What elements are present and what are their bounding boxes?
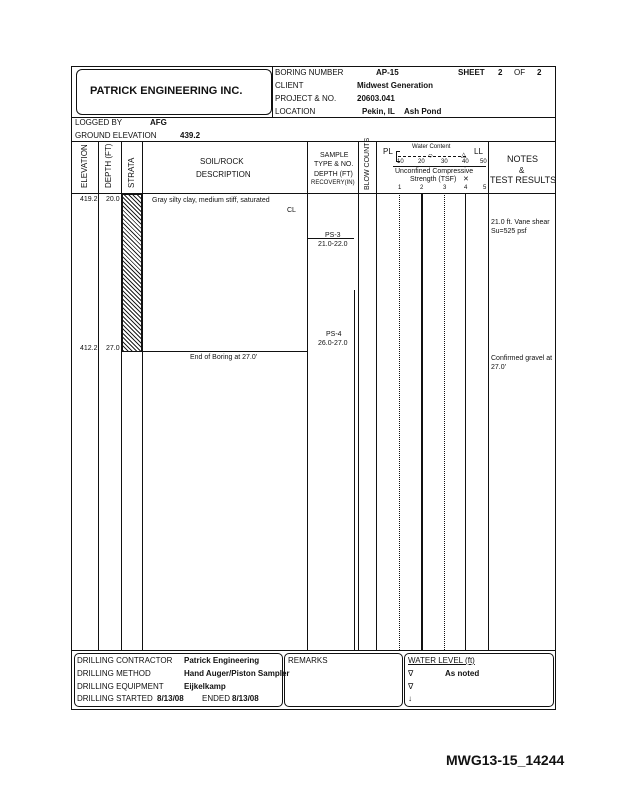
graph-gridline	[465, 193, 466, 650]
col-water-content: Water Content	[412, 144, 451, 150]
boring-number: AP-15	[376, 68, 399, 77]
contractor-label: DRILLING CONTRACTOR	[77, 656, 173, 665]
sheet-of: OF	[514, 68, 526, 77]
col-line	[358, 141, 359, 650]
ended-value: 8/13/08	[232, 694, 259, 703]
location-city: Pekin, IL	[362, 107, 395, 116]
started-value: 8/13/08	[157, 694, 184, 703]
bottom-elevation: 412.2	[80, 345, 98, 352]
uscs-code: CL	[287, 207, 296, 214]
water-level-value: As noted	[445, 669, 480, 678]
top-elevation: 419.2	[80, 196, 98, 203]
col-depth: DEPTH (FT)	[104, 143, 113, 188]
col-elevation: ELEVATION	[80, 144, 89, 188]
client-value: Midwest Generation	[357, 81, 434, 90]
col-line	[142, 141, 143, 650]
col-notes-line3: TEST RESULTS	[490, 175, 557, 185]
contractor-value: Patrick Engineering	[184, 656, 260, 665]
wc-tick: 50	[480, 159, 487, 165]
col-soil-line2: DESCRIPTION	[196, 170, 251, 179]
ucs-tick: 3	[443, 185, 447, 191]
col-sample-line3: DEPTH (FT)	[314, 171, 353, 178]
col-strata: STRATA	[127, 157, 136, 188]
end-of-boring-text: End of Boring at 27.0'	[190, 354, 258, 361]
ucs-tick: 1	[398, 185, 402, 191]
end-of-boring-line	[121, 351, 308, 352]
column-header-bottom-rule	[71, 193, 555, 194]
ground-elevation-value: 439.2	[180, 131, 201, 140]
water-level-label: WATER LEVEL (ft)	[408, 656, 475, 665]
graph-gridline	[399, 193, 400, 650]
water-symbol-icon: ∇	[408, 682, 414, 691]
sample-2-id: PS-4	[326, 331, 342, 338]
col-ucs-line2: Strength (TSF)	[410, 176, 457, 183]
logged-by-value: AFG	[150, 118, 167, 127]
note-2-line1: Confirmed gravel at	[491, 355, 553, 362]
graph-gridline	[421, 193, 423, 650]
col-blow-counts: BLOW COUNTS	[364, 137, 371, 190]
wc-tick: 40	[462, 159, 469, 165]
sample-inner-line	[354, 290, 355, 650]
note-1-line1: 21.0 ft. Vane shear	[491, 219, 550, 226]
col-sample-line4: RECOVERY(IN)	[311, 180, 355, 186]
footer-rule	[71, 650, 555, 651]
col-notes-line2: &	[519, 166, 525, 175]
top-depth: 20.0	[106, 196, 120, 203]
note-2-line2: 27.0'	[491, 364, 506, 371]
equipment-value: Eijkelkamp	[184, 682, 226, 691]
ucs-tick: 4	[464, 185, 468, 191]
ll-triangle: △	[461, 152, 467, 159]
location-site: Ash Pond	[404, 107, 442, 116]
col-notes-line1: NOTES	[507, 154, 539, 164]
ground-elevation-label: GROUND ELEVATION	[75, 131, 157, 140]
sample-1-depth: 21.0-22.0	[318, 241, 348, 248]
boring-number-label: BORING NUMBER	[275, 68, 344, 77]
method-value: Hand Auger/Piston Sampler	[184, 669, 290, 678]
wc-tick: 20	[418, 159, 425, 165]
sample-2-depth: 26.0-27.0	[318, 340, 348, 347]
col-line	[376, 141, 377, 650]
sample-1-id: PS-3	[325, 232, 341, 239]
strata-clay-pattern	[122, 194, 142, 352]
header-rule	[71, 117, 555, 118]
col-line	[488, 141, 489, 650]
method-label: DRILLING METHOD	[77, 669, 151, 678]
logged-by-label: LOGGED BY	[75, 118, 123, 127]
sheet-label: SHEET	[458, 68, 485, 77]
col-line	[307, 141, 308, 650]
soil-description: Gray silty clay, medium stiff, saturated	[152, 197, 270, 204]
ucs-x-marker: ✕	[463, 176, 469, 183]
sheet-total: 2	[537, 68, 542, 77]
bottom-depth: 27.0	[106, 345, 120, 352]
sample-1-underline	[308, 238, 354, 239]
water-symbol-icon: ∇	[408, 669, 414, 678]
water-content-circle: ○	[428, 151, 433, 160]
client-label: CLIENT	[275, 81, 304, 90]
wc-tick: 10	[397, 159, 404, 165]
equipment-label: DRILLING EQUIPMENT	[77, 682, 164, 691]
location-label: LOCATION	[275, 107, 316, 116]
col-ll: LL	[474, 147, 483, 156]
col-ucs-line1: Unconfined Compressive	[395, 168, 474, 175]
col-sample-line2: TYPE & NO.	[314, 161, 354, 168]
project-value: 20603.041	[357, 94, 395, 103]
graph-gridline	[444, 193, 445, 650]
col-pl: PL	[383, 147, 393, 156]
company-name: PATRICK ENGINEERING INC.	[90, 85, 243, 97]
col-soil-line1: SOIL/ROCK	[200, 157, 244, 166]
header-divider	[272, 66, 273, 118]
ended-label: ENDED	[202, 694, 231, 703]
ucs-tick: 5	[483, 185, 487, 191]
col-sample-line1: SAMPLE	[320, 152, 349, 159]
note-1-line2: Su=525 psf	[491, 228, 527, 235]
started-label: DRILLING STARTED	[77, 694, 153, 703]
ucs-tick: 2	[420, 185, 424, 191]
project-label: PROJECT & NO.	[275, 94, 337, 103]
water-symbol-icon: ↓	[408, 694, 412, 703]
remarks-label: REMARKS	[288, 656, 328, 665]
column-header-top-rule	[71, 141, 555, 142]
document-id: MWG13-15_14244	[446, 752, 565, 768]
sheet-number: 2	[498, 68, 503, 77]
wc-tick: 30	[441, 159, 448, 165]
col-line	[98, 141, 99, 650]
